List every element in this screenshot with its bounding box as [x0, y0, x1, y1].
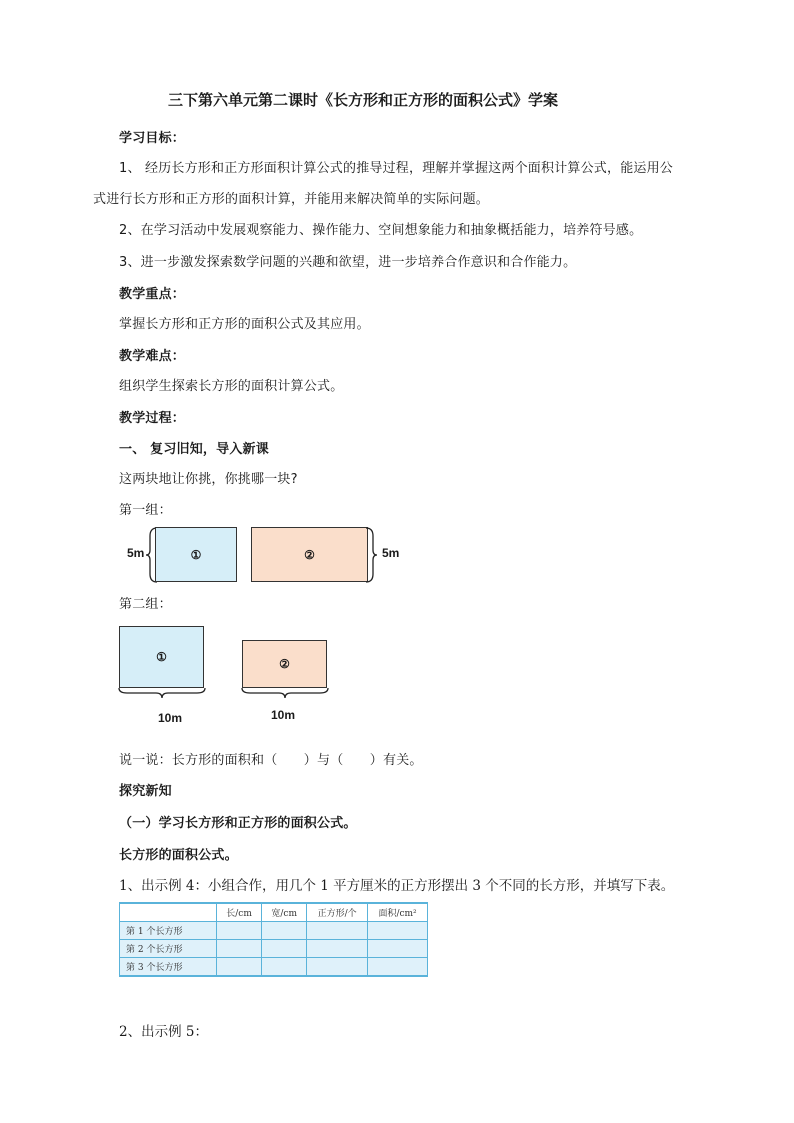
group-1-rectangle-1: ① — [155, 527, 237, 582]
table-row — [120, 958, 428, 977]
difficulty-heading: 教学难点： — [119, 349, 186, 364]
table-row — [120, 940, 428, 958]
group-1-left-dimension: 5m — [127, 546, 145, 560]
table-cell: 第 2 个长方形 — [120, 940, 217, 958]
group-1-label: 第一组： — [119, 503, 172, 518]
table-cell — [217, 958, 262, 977]
objective-3: 3、进一步激发探索数学问题的兴趣和欲望，进一步培养合作意识和合作能力。 — [119, 255, 577, 270]
section-1-heading: 一、 复习旧知，导入新课 — [119, 442, 269, 457]
table-header-cell: 宽/cm — [262, 903, 307, 922]
group-1-rectangle-2: ② — [251, 527, 368, 582]
difficulty-text: 组织学生探索长方形的面积计算公式。 — [119, 379, 344, 394]
table-cell — [368, 922, 428, 940]
table-cell: 第 1 个长方形 — [120, 922, 217, 940]
table-cell — [217, 922, 262, 940]
example-5-text: 2、出示例 5： — [119, 1024, 208, 1040]
table-cell — [368, 940, 428, 958]
group-1-right-dimension: 5m — [382, 546, 400, 560]
group-2-rectangle-2: ② — [242, 640, 327, 688]
rectangle-table — [119, 902, 428, 977]
group-2-brace-2 — [241, 686, 329, 700]
table-header-cell: 正方形/个 — [307, 903, 368, 922]
table-cell: 第 3 个长方形 — [120, 958, 217, 977]
example-4-text: 1、出示例 4：小组合作，用几个 1 平方厘米的正方形摆出 3 个不同的长方形，并填写下表。 — [119, 878, 675, 894]
say-text: 说一说：长方形的面积和（ ）与（ ）有关。 — [119, 753, 423, 768]
table-header-cell — [120, 903, 217, 922]
key-heading: 教学重点： — [119, 287, 186, 302]
table-header-cell: 长/cm — [217, 903, 262, 922]
key-text: 掌握长方形和正方形的面积公式及其应用。 — [119, 317, 370, 332]
table-header-cell: 面积/cm² — [368, 903, 428, 922]
table-cell — [262, 922, 307, 940]
question-text: 这两块地让你挑，你挑哪一块? — [119, 472, 298, 487]
rectangle-area-heading: 长方形的面积公式。 — [119, 848, 238, 863]
table-cell — [217, 940, 262, 958]
objectives-heading: 学习目标： — [119, 131, 186, 146]
group-2-square-1: ① — [119, 626, 204, 688]
table-cell — [307, 922, 368, 940]
table-cell — [262, 940, 307, 958]
table-cell — [307, 940, 368, 958]
objective-1-line2: 式进行长方形和正方形的面积计算，并能用来解决简单的实际问题。 — [93, 192, 490, 207]
group-1-right-brace — [364, 526, 378, 584]
table-cell — [262, 958, 307, 977]
table-row — [120, 922, 428, 940]
table-cell — [368, 958, 428, 977]
group-2-brace-1 — [118, 686, 206, 700]
page-title: 三下第六单元第二课时《长方形和正方形的面积公式》学案 — [168, 91, 559, 109]
process-heading: 教学过程： — [119, 411, 186, 426]
explore-heading: 探究新知 — [119, 784, 172, 799]
sub-heading-1: （一）学习长方形和正方形的面积公式。 — [119, 816, 357, 831]
objective-1-line1: 1、 经历长方形和正方形面积计算公式的推导过程，理解并掌握这两个面积计算公式，能运用公 — [119, 161, 674, 176]
group-2-dimension-2: 10m — [271, 708, 296, 722]
table-cell — [307, 958, 368, 977]
table-header-row — [120, 903, 428, 922]
group-2-dimension-1: 10m — [158, 711, 183, 725]
group-2-label: 第二组： — [119, 597, 172, 612]
objective-2: 2、在学习活动中发展观察能力、操作能力、空间想象能力和抽象概括能力，培养符号感。 — [119, 223, 643, 238]
